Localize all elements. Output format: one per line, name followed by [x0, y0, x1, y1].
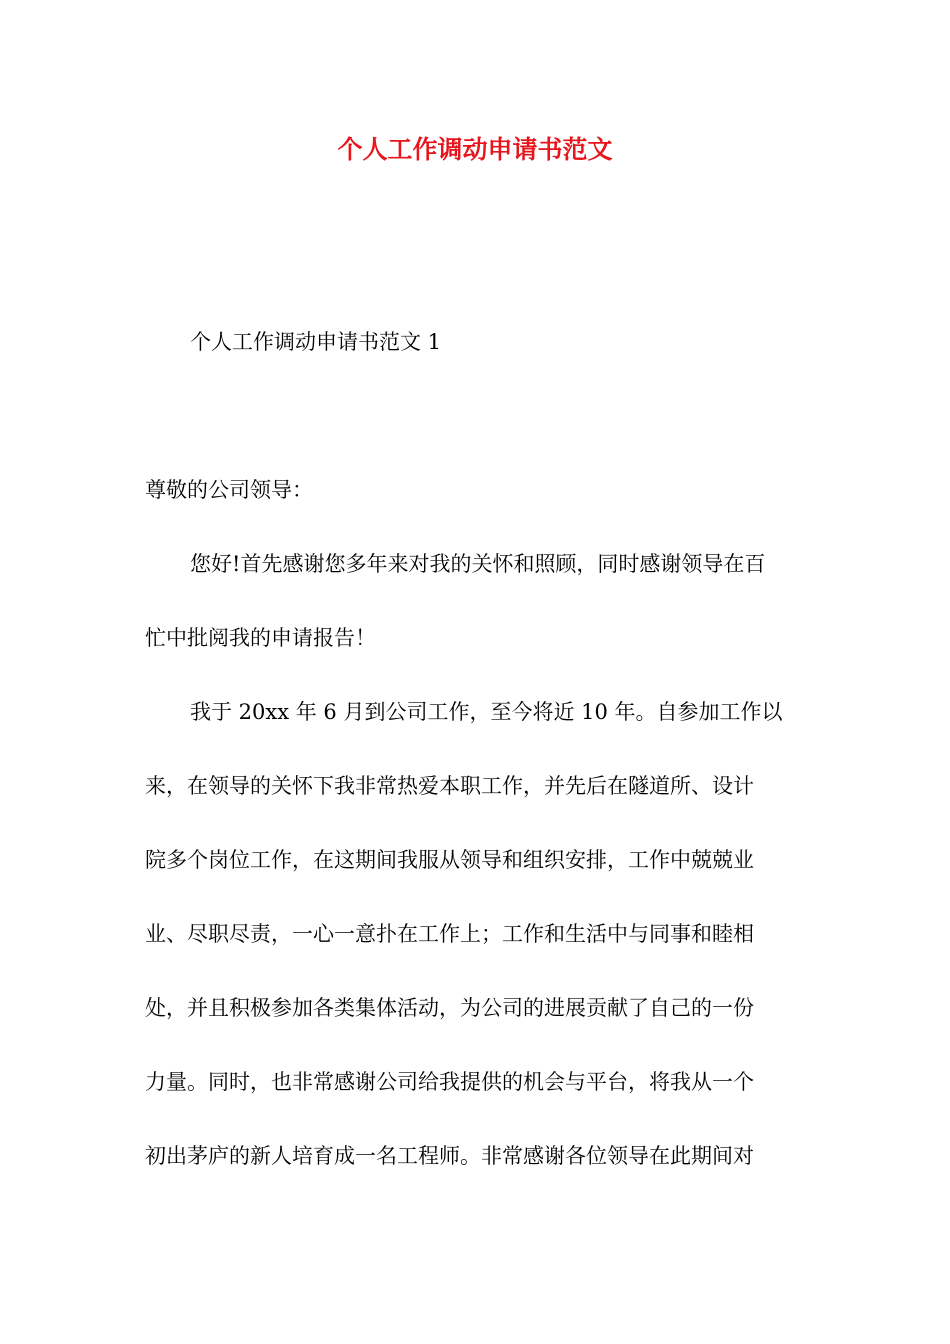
paragraph-line: 来，在领导的关怀下我非常热爱本职工作，并先后在隧道所、设计 — [145, 774, 754, 798]
salutation: 尊敬的公司领导： — [145, 478, 313, 502]
paragraph-greeting — [145, 544, 815, 692]
sub-heading: 个人工作调动申请书范文 1 — [190, 330, 442, 354]
paragraph-line: 力量。同时，也非常感谢公司给我提供的机会与平台，将我从一个 — [145, 1070, 754, 1094]
paragraph-line: 忙中批阅我的申请报告！ — [145, 626, 376, 650]
paragraph-background — [145, 692, 815, 1210]
paragraph-line: 我于 20xx 年 6 月到公司工作，至今将近 10 年。自参加工作以 — [190, 700, 783, 724]
paragraph-line: 处，并且积极参加各类集体活动，为公司的进展贡献了自己的一份 — [145, 996, 754, 1020]
paragraph-line: 初出茅庐的新人培育成一名工程师。非常感谢各位领导在此期间对 — [145, 1144, 754, 1168]
paragraph-line: 业、尽职尽责，一心一意扑在工作上；工作和生活中与同事和睦相 — [145, 922, 754, 946]
document-title: 个人工作调动申请书范文 — [337, 135, 613, 164]
paragraph-line: 您好!首先感谢您多年来对我的关怀和照顾，同时感谢领导在百 — [190, 552, 766, 576]
paragraph-line: 院多个岗位工作，在这期间我服从领导和组织安排，工作中兢兢业 — [145, 848, 754, 872]
